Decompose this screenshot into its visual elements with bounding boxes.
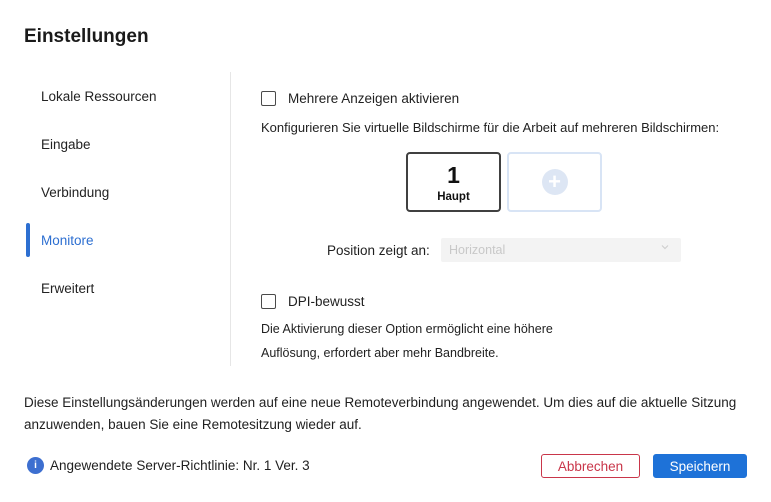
monitor-label: Haupt xyxy=(437,190,470,203)
sidebar-item-connection[interactable]: Verbindung xyxy=(41,184,110,200)
sidebar-item-advanced[interactable]: Erweitert xyxy=(41,280,95,296)
add-monitor-tile[interactable] xyxy=(507,152,602,212)
sidebar-item-monitors[interactable]: Monitore xyxy=(24,223,224,257)
sidebar-item-input[interactable]: Eingabe xyxy=(41,136,91,152)
info-icon: i xyxy=(27,457,44,474)
sidebar-item-local-resources[interactable]: Lokale Ressourcen xyxy=(41,88,157,104)
configure-description: Konfigurieren Sie virtuelle Bildschirme für die Arbeit auf mehreren Bildschirmen: xyxy=(261,120,720,135)
position-select-value: Horizontal xyxy=(449,243,506,257)
policy-text: Angewendete Server-Richtlinie: Nr. 1 Ver. 3 xyxy=(50,458,310,473)
dpi-label: DPI-bewusst xyxy=(288,294,365,309)
multi-display-option[interactable] xyxy=(261,91,459,106)
monitor-number: 1 xyxy=(447,161,460,188)
dpi-option[interactable] xyxy=(261,294,365,309)
save-button[interactable]: Speichern xyxy=(653,454,747,478)
plus-icon: + xyxy=(542,169,568,195)
settings-notice: Diese Einstellungsänderungen werden auf eine neue Remoteverbindung angewendet. Um dies auf die aktuelle Sitzung anzuwenden, bauen Sie eine Remotesitzung wieder auf. xyxy=(24,395,737,432)
multi-display-label: Mehrere Anzeigen aktivieren xyxy=(288,91,460,106)
dpi-description-line1: Die Aktivierung dieser Option ermöglicht eine höhere xyxy=(261,322,553,336)
main-monitor-tile[interactable] xyxy=(406,152,501,212)
position-label: Position zeigt an: xyxy=(327,243,430,258)
multi-display-checkbox[interactable] xyxy=(261,91,276,106)
settings-sidebar xyxy=(24,72,231,366)
position-select[interactable] xyxy=(441,238,681,262)
page-title: Einstellungen xyxy=(24,26,149,47)
dpi-description-line2: Auflösung, erfordert aber mehr Bandbreite. xyxy=(261,346,499,360)
chevron-down-icon xyxy=(661,243,669,251)
dpi-checkbox[interactable] xyxy=(261,294,276,309)
server-policy xyxy=(27,457,310,474)
cancel-button[interactable]: Abbrechen xyxy=(541,454,640,478)
